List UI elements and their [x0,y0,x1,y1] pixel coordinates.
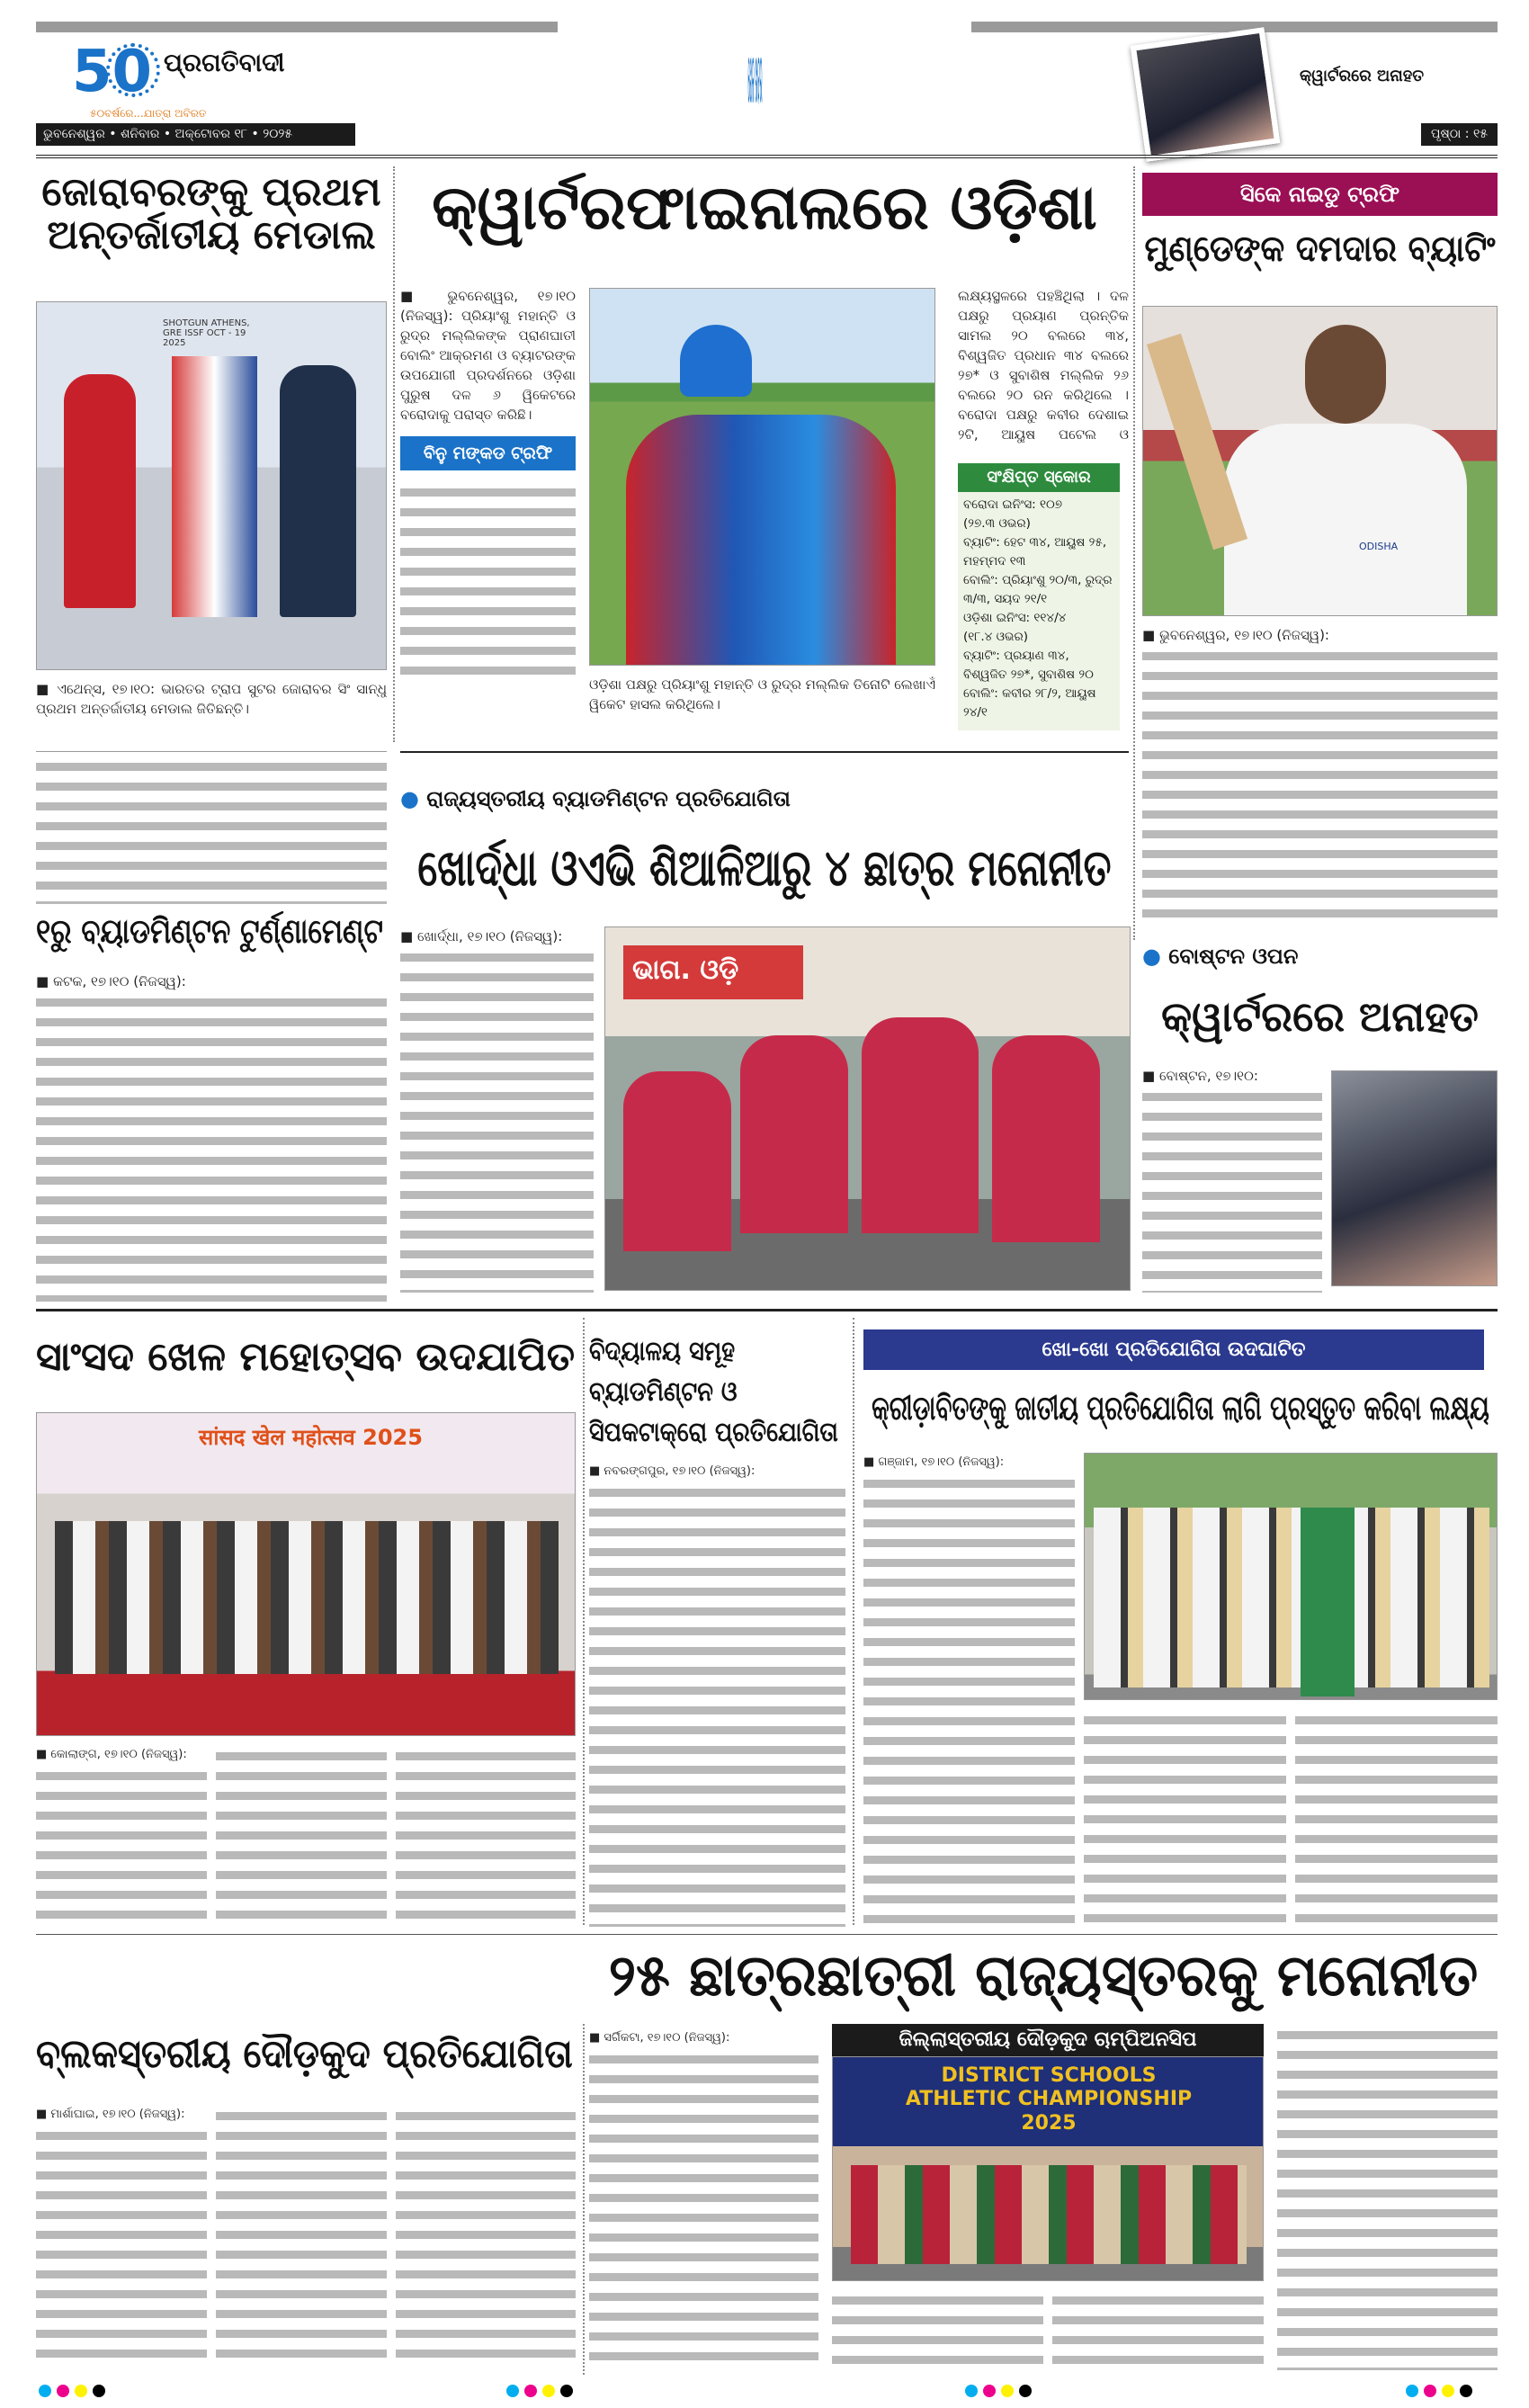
zorawar-headline: ଜୋରାବରଙ୍କୁ ପ୍ରଥମ ଅନ୍ତର୍ଜାତୀୟ ମେଡାଲ [41,169,381,259]
zorawar-photo [36,301,387,670]
quarterfinal-body [400,286,576,425]
magenta-mark [57,2385,69,2397]
khokho-banner [863,1329,1484,1370]
score-line: ଓଡ଼ିଶା ଇନିଂସ: ୧୧୪/୪ [963,611,1067,625]
boston-headline-box [1142,994,1498,1040]
boston-photo [1331,1070,1498,1286]
date-line: ଭୁବନେଶ୍ୱର • ଶନିବାର • ଅକ୍ଟୋବର ୧୮ • ୨୦୨୫ [43,127,293,141]
photo-banner-text: DISTRICT SCHOOLS ATHLETIC CHAMPIONSHIP 2025 [905,2064,1193,2135]
badminton-tournament-body-text [36,991,387,1302]
masthead-rule [36,155,1498,158]
yellow-mark [1442,2385,1454,2397]
khokho-body-text [863,1473,1075,1927]
cricket-bat [1147,334,1247,551]
zorawar-headline-box [36,171,387,258]
block-athletics-headline: ବ୍ଲକସ୍ତରୀୟ ଦୌଡ଼କୁଦ ପ୍ରତିଯୋଗିତା [36,2031,573,2077]
column-divider [853,1318,854,1925]
column-divider [583,2024,585,2375]
boston-kicker [1142,944,1498,968]
magenta-mark [524,2385,537,2397]
khordha-kicker [400,787,1129,810]
state-selection-headline-box [589,1945,1498,2008]
yellow-mark [1001,2385,1014,2397]
magenta-mark [1424,2385,1436,2397]
school-badminton-body-text [589,1482,845,1927]
cricketer-cap [680,325,752,397]
quarterfinal-right-text: ଲକ୍ଷ୍ୟସ୍ଥଳରେ ପହଞ୍ଚିଥିଲା । ଦଳ ପକ୍ଷରୁ ପ୍ରୟାଣ ପ୍ରନ୍ତିକ ସାମଲ ୨୦ ବଲରେ ୩୪, ବିଶ୍ୱଜିତ ପ୍ରଧାନ ୩୪ ବଲରେ ୨୭* ଓ ସୁବାଶିଷ ମଲ୍ଲିକ ୨୬ ବଲରେ ୨୦ ରନ କରିଥିଲେ । ବରୋଦା ପକ୍ଷରୁ କବୀର ଦେଶାଇ ୨ଟି, ଆୟୁଷ ପଟେଲ ଓ [958,288,1129,443]
khokho-body-text [1295,1709,1498,1927]
state-selection-body-text [1277,2024,1498,2370]
mundhe-headline: ମୁଣ୍ଡେଙ୍କ ଦମଦାର ବ୍ୟାଟିଂ [1144,228,1496,270]
vinoo-mankad-banner-text: ବିନୁ ମଙ୍କଡ ଟ୍ରଫି [423,443,553,463]
khokho-headline: କ୍ରୀଡ଼ାବିତଙ୍କୁ ଜାତୀୟ ପ୍ରତିଯୋଗିତା ଲାଗି ପ୍ରସ୍ତୁତ କରିବା ଲକ୍ଷ୍ୟ [872,1388,1489,1428]
black-mark [560,2385,573,2397]
batsman-jersey [1224,424,1467,616]
ck-naidu-banner [1142,173,1498,216]
column-divider [583,1318,585,1925]
registration-marks [1403,2384,1475,2401]
registration-marks [962,2384,1034,2401]
khordha-dateline: ■ ଖୋର୍ଦ୍ଧା, ୧୭।୧୦ (ନିଜସ୍ୱ): [400,928,563,944]
teaser-text[interactable]: କ୍ୱାର୍ଟରରେ ଅନାହତ [1300,67,1425,85]
cyan-mark [39,2385,51,2397]
zorawar-body [36,679,387,744]
cyan-mark [965,2385,978,2397]
mundhe-headline-box [1142,229,1498,269]
district-athletics-photo [832,2056,1264,2281]
registration-marks [36,2384,108,2401]
quarterfinal-headline: କ୍ୱାର୍ଟରଫାଇନାଲରେ ଓଡ଼ିଶା [432,173,1097,244]
black-mark [93,2385,105,2397]
cricketer-caption: ଓଡ଼ିଶା ପକ୍ଷରୁ ପ୍ରିୟାଂଶୁ ମହାନ୍ତି ଓ ରୁଦ୍ର ମଲ୍ଲିକ ତିନୋଟି ଲେଖାଏଁ ୱିକେଟ ହାସଲ କରିଥିଲେ। [589,676,935,712]
chief-guest-figure [1301,1508,1355,1696]
cricketer-jersey [626,415,896,666]
black-mark [1019,2385,1032,2397]
badminton-tournament-dateline: ■ କଟକ, ୧୭।୧୦ (ନିଜସ୍ୱ): [36,973,186,989]
photo-backdrop-text: SHOTGUN ATHENS, GRE ISSF OCT - 19 2025 [163,318,250,348]
scorecard-title-box [958,463,1120,492]
logo-text-box [164,49,344,77]
khordha-headline-box [400,841,1129,897]
divider [36,751,387,752]
logo-emblem [106,43,160,97]
logo [72,36,162,108]
vinoo-mankad-banner [400,436,576,470]
badminton-tournament-headline-box [36,913,387,951]
state-selection-body-text [832,2289,1043,2370]
sansad-dateline: ■ କୋଲାଙ୍ଗ, ୧୭।୧୦ (ନିଜସ୍ୱ): [36,1748,187,1761]
sansad-body-text [216,1745,387,1927]
logo-tagline: ୫୦ବର୍ଷରେ...ଯାତ୍ରା ଅବିରତ [90,107,207,120]
teaser-photo[interactable] [1131,27,1281,162]
boston-kicker-text: ବୋଷ୍ଟନ ଓପନ [1168,944,1299,969]
athlete-figure [280,365,356,617]
student-figure [623,1071,731,1251]
badminton-tournament-headline: ୧ରୁ ବ୍ୟାଡମିଣ୍ଟନ ଟୁର୍ଣ୍ଣାମେଣ୍ଟ [36,911,383,951]
score-line: ବୋଲିଂ: ପ୍ରିୟାଂଶୁ ୨୦/୩, ରୁଦ୍ର ୩/୩, ସୟଦ ୨୧/୧ [963,573,1113,606]
anniversary-number: 50 [72,39,153,105]
boston-headline: କ୍ୱାର୍ଟରରେ ଅନାହତ [1161,992,1479,1041]
mundhe-dateline: ■ ଭୁବନେଶ୍ୱର, ୧୭।୧୦ (ନିଜସ୍ୱ): [1142,627,1329,643]
magenta-mark [983,2385,996,2397]
school-badminton-headline-box [589,1331,845,1453]
officials-group [1094,1508,1489,1687]
cricketer-photo [589,288,935,666]
teaser-box[interactable] [1300,67,1493,85]
state-selection-dateline: ■ ସର୍ଗିକଟା, ୧୭।୧୦ (ନିଜସ୍ୱ): [589,2031,730,2045]
score-line: ବରୋଦା ଇନିଂସ: ୧୦୭ [963,497,1063,512]
boston-dateline: ■ ବୋଷ୍ଟନ, ୧୭।୧୦: [1142,1068,1258,1084]
khokho-body-text [1084,1709,1286,1927]
boston-body-text [1142,1086,1322,1293]
photo-banner-text: सांसद खेल महोत्सव 2025 [199,1425,423,1450]
state-selection-headline: ୨୫ ଛାତ୍ରଛାତ୍ରୀ ରାଜ୍ୟସ୍ତରକୁ ମନୋନୀତ [608,1943,1479,2010]
batsman-head [1305,325,1386,424]
sansad-headline-box [36,1336,576,1379]
student-figure [740,1035,848,1233]
sansad-photo [36,1412,576,1736]
zorawar-dateline: ■ ଏଥେନ୍ସ, ୧୭।୧୦: ଭାରତର ଟ୍ରାପ ସୁଟର ଜୋରାବର ସିଂ ସାନ୍ଧୁ ପ୍ରଥମ ଅନ୍ତର୍ଜାତୀୟ ମେଡାଲ ଜିତିଛନ୍ତି। [36,681,387,717]
section-title-box [576,40,953,116]
cyan-mark [1406,2385,1418,2397]
block-athletics-body-text [396,2105,576,2368]
school-badminton-headline: ବିଦ୍ୟାଳୟ ସମୂହ ବ୍ୟାଡମିଣ୍ଟନ ଓ ସିପକଟାକ୍ରୋ ପ୍ରତିଯୋଗିତା [589,1336,838,1448]
scorecard-box [958,492,1120,730]
zorawar-body-text [36,756,387,904]
khokho-photo [1084,1453,1498,1700]
photo-banner-text: ଭାଗ. ଓଡ଼ି [623,945,803,999]
student-figure [992,1035,1100,1242]
logo-text: ପ୍ରଗତିବାଦୀ [164,48,285,77]
students-photo [604,926,1131,1291]
bullet-icon: ● [400,786,427,811]
block-athletics-dateline: ■ ମାର୍ଶାଘାଇ, ୧୭।୧୦ (ନିଜସ୍ୱ): [36,2108,185,2121]
khordha-headline: ଖୋର୍ଦ୍ଧା ଓଏଭି ଶିଆଳିଆରୁ ୪ ଛାତ୍ର ମନୋନୀତ [417,839,1112,898]
scorecard-title: ସଂକ୍ଷିପ୍ତ ସ୍କୋର [987,468,1091,487]
score-line: ବ୍ୟାଟିଂ: ହେଟ ୩୪, ଆୟୁଷ ୨୫, ମହମ୍ମଦ ୧୩ [963,535,1107,568]
khordha-body-text [400,946,594,1293]
block-athletics-body-text [36,2125,207,2368]
page-number: ପୃଷ୍ଠା : ୧୫ [1431,127,1488,141]
state-selection-body-text [1052,2289,1264,2370]
athlete-figure [172,356,257,617]
date-line-box [36,123,355,146]
district-athletics-banner-text: ଜିଲ୍ଲାସ୍ତରୀୟ ଦୌଡ଼କୁଦ ଚାମ୍ପିଅନସିପ [899,2028,1197,2051]
score-line: ବୋଲିଂ: କବୀର ୨୮/୨, ଆୟୁଷ ୨୪/୧ [963,686,1096,720]
state-selection-body-text [589,2048,818,2368]
quarterfinal-dateline: ■ ଭୁବନେଶ୍ୱର, ୧୭।୧୦ (ନିଜସ୍ୱ): ପ୍ରିୟାଂଶୁ ମହାନ୍ତି ଓ ରୁଦ୍ର ମଲ୍ଲିକଙ୍କ ପ୍ରାଣଘାତୀ ବୋଲିଂ ଆକ୍ରମଣ ଓ ବ୍ୟାଟରଙ୍କ ଉପଯୋଗୀ ପ୍ରଦର୍ଶନରେ ଓଡ଼ିଶା ପୁରୁଷ ଦଳ ୬ ୱିକେଟରେ ବରୋଦାକୁ ପରାସ୍ତ କରିଛି। [400,288,576,423]
student-figure [862,1017,979,1233]
black-mark [1460,2385,1472,2397]
bullet-icon: ● [1142,944,1169,969]
divider [400,751,1129,753]
logo-tagline-box [90,106,342,121]
block-athletics-headline-box [36,2033,576,2076]
yellow-mark [542,2385,555,2397]
page-number-box [1421,123,1498,146]
athlete-figure [64,374,136,608]
section-rule [36,1309,1498,1311]
column-divider [1133,166,1135,940]
registration-marks [504,2384,576,2401]
ck-naidu-banner-text: ସିକେ ନାଇଡୁ ଟ୍ରଫି [1239,182,1400,207]
section-title: ଖେଳ ଖବର [747,38,763,118]
section-rule [36,1934,1498,1935]
khokho-dateline: ■ ଗଞ୍ଜାମ, ୧୭।୧୦ (ନିଜସ୍ୱ): [863,1455,1005,1469]
score-line: ବ୍ୟାଟିଂ: ପ୍ରୟାଣ ୩୪, ବିଶ୍ୱଜିତ ୨୭*, ସୁବାଶିଷ ୨୦ [963,649,1094,682]
school-badminton-dateline: ■ ନବରଙ୍ଗପୁର, ୧୭।୧୦ (ନିଜସ୍ୱ): [589,1464,756,1478]
cyan-mark [506,2385,519,2397]
block-athletics-body-text [216,2105,387,2368]
top-rule-left [36,22,558,32]
score-line: (୨୭.୩ ଓଭର) [963,516,1031,531]
sansad-body-text [36,1765,207,1927]
score-line: (୧୮.୪ ଓଭର) [963,630,1029,644]
sansad-headline: ସାଂସଦ ଖେଳ ମହୋତ୍ସବ ଉଦଯାପିତ [36,1334,576,1380]
mundhe-body-text [1142,645,1498,928]
district-athletics-banner [832,2024,1264,2056]
dignitaries-group [851,2165,1247,2264]
khokho-headline-box [863,1390,1498,1428]
quarterfinal-headline-box [400,175,1129,243]
khordha-kicker-text: ରାଜ୍ୟସ୍ତରୀୟ ବ୍ୟାଡମିଣ୍ଟନ ପ୍ରତିଯୋଗିତା [426,786,791,811]
column-divider [393,166,395,742]
mundhe-photo [1142,306,1498,616]
quarterfinal-body-text [400,481,576,684]
participants-group [55,1521,559,1674]
jersey-text: ODISHA [1359,541,1399,552]
khokho-banner-text: ଖୋ-ଖୋ ପ୍ରତିଯୋଗିତା ଉଦଘାଟିତ [1042,1338,1306,1361]
sansad-body-text [396,1745,576,1927]
yellow-mark [75,2385,87,2397]
